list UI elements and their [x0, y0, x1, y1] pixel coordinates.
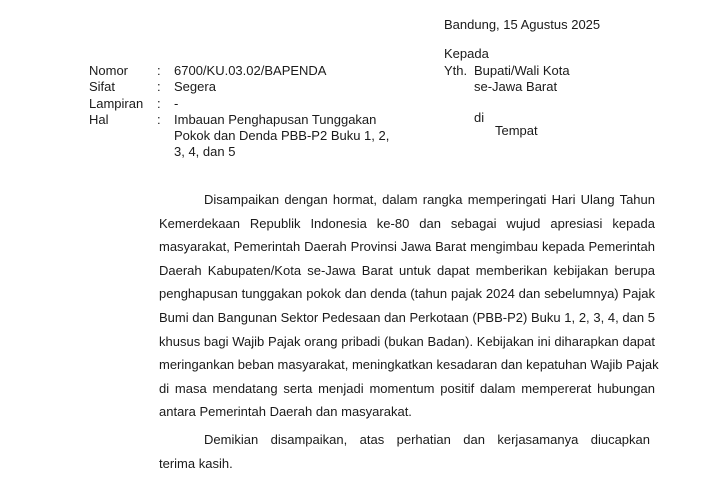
letter-date: Bandung, 15 Agustus 2025: [444, 17, 601, 32]
recipient-di: di: [474, 110, 485, 125]
meta-value: Pokok dan Denda PBB-P2 Buku 1, 2,: [174, 128, 390, 143]
meta-value: 6700/KU.03.02/BAPENDA: [174, 63, 327, 78]
paragraph-line: Disampaikan dengan hormat, dalam rangka memperingati Hari Ulang Tahun: [204, 192, 655, 207]
paragraph-line: Daerah Kabupaten/Kota se-Jawa Barat untuk dapat memberikan kebijakan berupa: [159, 262, 655, 278]
meta-label: Lampiran: [89, 96, 144, 111]
body-paragraph-2: [159, 428, 655, 475]
paragraph-line: Kemerdekaan Republik Indonesia ke-80 dan sebagai wujud apresiasi kepada: [159, 215, 655, 231]
meta-label: Nomor: [89, 63, 129, 78]
paragraph-line: terima kasih.: [159, 455, 233, 471]
meta-colon: :: [157, 112, 161, 127]
meta-value: Imbauan Penghapusan Tunggakan: [174, 112, 377, 127]
meta-label: Hal: [89, 112, 109, 127]
paragraph-line: Demikian disampaikan, atas perhatian dan kerjasamanya diucapkan: [204, 432, 650, 447]
paragraph-line: antara Pemerintah Daerah dan masyarakat.: [159, 404, 412, 420]
paragraph-line: meringankan beban masyarakat, meningkatkan kesadaran dan kepatuhan Wajib Pajak: [159, 357, 659, 373]
paragraph-line: khusus bagi Wajib Pajak orang pribadi (bukan Badan). Kebijakan ini diharapkan dapat: [159, 333, 655, 349]
recipient-kepada: Kepada: [444, 46, 489, 61]
paragraph-line: di masa mendatang serta menjadi momentum positif dalam mempererat hubungan: [159, 380, 655, 396]
paragraph-line: Bumi dan Bangunan Sektor Pedesaan dan Perkotaan (PBB-P2) Buku 1, 2, 3, 4, dan 5: [159, 309, 655, 325]
recipient-yth: Yth.: [444, 63, 468, 78]
paragraph-line: penghapusan tunggakan pokok dan denda (tahun pajak 2024 dan sebelumnya) Pajak: [159, 286, 655, 302]
meta-colon: :: [157, 79, 161, 94]
meta-colon: :: [157, 96, 161, 111]
meta-value: 3, 4, dan 5: [174, 144, 236, 159]
body-paragraph-1: [159, 188, 659, 424]
meta-colon: :: [157, 63, 161, 78]
paragraph-line: masyarakat, Pemerintah Daerah Provinsi Jawa Barat mengimbau kepada Pemerintah: [159, 239, 655, 255]
recipient-line-2: se-Jawa Barat: [474, 79, 558, 94]
recipient-tempat: Tempat: [495, 123, 538, 138]
meta-value: -: [174, 96, 179, 111]
meta-label: Sifat: [89, 79, 116, 94]
recipient-line-1: Bupati/Wali Kota: [474, 63, 570, 78]
meta-value: Segera: [174, 79, 216, 94]
